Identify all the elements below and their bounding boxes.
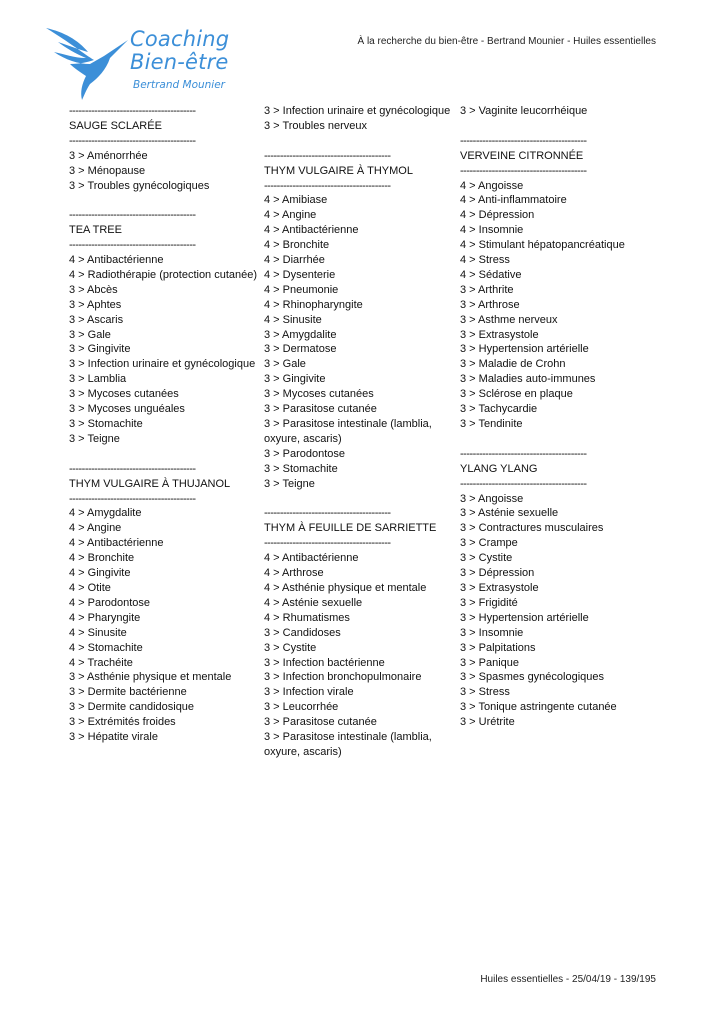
list-item: 4 > Diarrhée: [264, 254, 325, 267]
list-item: 3 > Teigne: [264, 477, 315, 490]
list-item: 4 > Bronchite: [264, 239, 330, 252]
list-item: 4 > Sinusite: [69, 626, 127, 639]
list-item: 4 > Pharyngite: [69, 611, 141, 624]
list-item: 3 > Gingivite: [69, 343, 131, 356]
section-separator: ----------------------------------------: [264, 149, 391, 162]
list-item: 4 > Stress: [460, 254, 510, 267]
section-title: YLANG YLANG: [460, 462, 538, 475]
list-item: 3 > Infection urinaire et gynécologique: [264, 105, 451, 117]
section-separator: ----------------------------------------: [69, 105, 196, 117]
list-item: 4 > Asthénie physique et mentale: [264, 581, 427, 594]
list-item: 3 > Palpitations: [460, 641, 536, 654]
section-separator: ----------------------------------------: [460, 477, 587, 490]
list-item: 3 > Vaginite leucorrhéique: [460, 105, 588, 117]
list-item: 3 > Gingivite: [264, 373, 326, 386]
list-item: 3 > Asténie sexuelle: [460, 507, 559, 520]
list-item: 3 > Gale: [69, 328, 111, 341]
section-spacer: [264, 492, 456, 507]
list-item: 3 > Hypertension artérielle: [460, 611, 589, 624]
list-item: 3 > Leucorrhée: [264, 701, 339, 714]
list-item: 3 > Insomnie: [460, 626, 524, 639]
logo-author: Bertrand Mounier: [133, 79, 225, 91]
list-item: 3 > Mycoses unguéales: [69, 403, 185, 416]
list-item: 3 > Ascaris: [69, 313, 124, 326]
section-separator: ----------------------------------------: [69, 492, 196, 505]
section-separator: ----------------------------------------: [460, 134, 587, 147]
list-item: 3 > Parasitose intestinale (lamblia, oxyure, ascaris): [264, 731, 432, 758]
list-item: 3 > Arthrite: [460, 283, 514, 296]
list-item: 3 > Hypertension artérielle: [460, 343, 589, 356]
list-item: 4 > Rhumatismes: [264, 611, 350, 624]
list-item: 3 > Candidoses: [264, 626, 341, 639]
list-item: 3 > Mycoses cutanées: [264, 388, 374, 401]
section-spacer: [460, 119, 656, 134]
list-item: 4 > Angine: [69, 522, 122, 535]
page-footer: Huiles essentielles - 25/04/19 - 139/195: [480, 974, 656, 985]
list-item: 3 > Angoisse: [460, 492, 524, 505]
list-item: 4 > Arthrose: [264, 567, 324, 580]
list-item: 3 > Crampe: [460, 537, 518, 550]
list-item: 3 > Dépression: [460, 567, 535, 580]
list-item: 4 > Sédative: [460, 268, 522, 281]
section-separator: ----------------------------------------: [69, 134, 196, 147]
list-item: 3 > Parasitose cutanée: [264, 716, 377, 729]
list-item: 3 > Stress: [460, 686, 510, 699]
section-title: VERVEINE CITRONNÉE: [460, 149, 584, 162]
list-item: 3 > Troubles nerveux: [264, 119, 368, 132]
list-item: 4 > Antibactérienne: [69, 537, 164, 550]
section-separator: ----------------------------------------: [460, 164, 587, 177]
section-separator: ----------------------------------------: [264, 507, 391, 520]
section-title: THYM À FEUILLE DE SARRIETTE: [264, 522, 437, 535]
list-item: 3 > Panique: [460, 656, 520, 669]
list-item: 3 > Aménorrhée: [69, 149, 148, 162]
list-item: 4 > Trachéite: [69, 656, 133, 669]
page-header: À la recherche du bien-être - Bertrand Mounier - Huiles essentielles: [357, 36, 656, 47]
list-item: 4 > Amibiase: [264, 194, 328, 207]
logo-title-line1: Coaching: [130, 27, 230, 51]
coaching-logo: [44, 22, 244, 102]
list-item: 3 > Dermite candidosique: [69, 701, 195, 714]
section-separator: ----------------------------------------: [69, 239, 196, 252]
list-item: 4 > Stimulant hépatopancréatique: [460, 239, 625, 252]
list-item: 4 > Antibactérienne: [69, 254, 164, 267]
logo-title-line2: Bien-être: [130, 50, 229, 74]
section-title: TEA TREE: [69, 224, 122, 237]
list-item: 4 > Pneumonie: [264, 283, 339, 296]
list-item: 3 > Teigne: [69, 432, 120, 445]
list-item: 4 > Radiothérapie (protection cutanée): [69, 268, 258, 281]
section-spacer: [69, 193, 261, 208]
section-separator: ----------------------------------------: [264, 537, 391, 550]
section-separator: ----------------------------------------: [69, 209, 196, 222]
list-item: 3 > Asthénie physique et mentale: [69, 671, 232, 684]
list-item: 3 > Extrémités froides: [69, 716, 176, 729]
list-item: 4 > Antibactérienne: [264, 224, 359, 237]
list-item: 4 > Dysenterie: [264, 268, 336, 281]
list-item: 3 > Aphtes: [69, 298, 122, 311]
list-item: 3 > Urétrite: [460, 716, 515, 729]
list-item: 4 > Angoisse: [460, 179, 524, 192]
hummingbird-icon: [44, 26, 132, 102]
section-separator: ----------------------------------------: [69, 462, 196, 475]
list-item: 3 > Lamblia: [69, 373, 127, 386]
section-spacer: [69, 447, 261, 462]
list-item: 3 > Spasmes gynécologiques: [460, 671, 605, 684]
list-item: 3 > Maladie de Crohn: [460, 358, 566, 371]
list-item: 4 > Asténie sexuelle: [264, 596, 363, 609]
list-item: 4 > Amygdalite: [69, 507, 142, 520]
list-item: 3 > Dermite bactérienne: [69, 686, 187, 699]
list-item: 4 > Stomachite: [69, 641, 143, 654]
list-item: 3 > Infection urinaire et gynécologique: [69, 358, 256, 371]
section-spacer: [264, 134, 456, 149]
list-item: 4 > Antibactérienne: [264, 552, 359, 565]
list-item: 3 > Ménopause: [69, 164, 146, 177]
section-title: THYM VULGAIRE À THYMOL: [264, 164, 413, 177]
list-item: 4 > Bronchite: [69, 552, 135, 565]
list-item: 4 > Parodontose: [69, 596, 151, 609]
list-item: 3 > Parasitose cutanée: [264, 403, 377, 416]
content-column-3: [460, 104, 656, 730]
section-separator: ----------------------------------------: [460, 447, 587, 460]
section-separator: ----------------------------------------: [264, 179, 391, 192]
list-item: 3 > Extrasystole: [460, 328, 539, 341]
list-item: 3 > Infection virale: [264, 686, 354, 699]
list-item: 3 > Tonique astringente cutanée: [460, 701, 617, 714]
list-item: 3 > Parodontose: [264, 447, 346, 460]
list-item: 3 > Stomachite: [264, 462, 338, 475]
list-item: 3 > Extrasystole: [460, 581, 539, 594]
list-item: 3 > Amygdalite: [264, 328, 337, 341]
list-item: 3 > Tachycardie: [460, 403, 538, 416]
list-item: 3 > Stomachite: [69, 418, 143, 431]
list-item: 3 > Mycoses cutanées: [69, 388, 179, 401]
list-item: 3 > Hépatite virale: [69, 731, 158, 744]
section-spacer: [460, 432, 656, 447]
list-item: 4 > Dépression: [460, 209, 535, 222]
list-item: 4 > Insomnie: [460, 224, 524, 237]
list-item: 3 > Frigidité: [460, 596, 518, 609]
content-column-2: [264, 104, 456, 760]
list-item: 4 > Sinusite: [264, 313, 322, 326]
list-item: 3 > Contractures musculaires: [460, 522, 604, 535]
list-item: 4 > Gingivite: [69, 567, 131, 580]
list-item: 3 > Gale: [264, 358, 306, 371]
list-item: 4 > Otite: [69, 581, 111, 594]
list-item: 3 > Cystite: [264, 641, 317, 654]
list-item: 3 > Asthme nerveux: [460, 313, 558, 326]
list-item: 3 > Cystite: [460, 552, 513, 565]
list-item: 3 > Dermatose: [264, 343, 337, 356]
list-item: 3 > Infection bactérienne: [264, 656, 385, 669]
list-item: 3 > Arthrose: [460, 298, 520, 311]
list-item: 3 > Maladies auto-immunes: [460, 373, 596, 386]
list-item: 4 > Angine: [264, 209, 317, 222]
section-title: THYM VULGAIRE À THUJANOL: [69, 477, 231, 490]
list-item: 4 > Anti-inflammatoire: [460, 194, 567, 207]
section-title: SAUGE SCLARÉE: [69, 119, 162, 132]
list-item: 3 > Tendinite: [460, 418, 523, 431]
list-item: 3 > Parasitose intestinale (lamblia, oxyure, ascaris): [264, 418, 432, 445]
list-item: 3 > Sclérose en plaque: [460, 388, 573, 401]
content-column-1: [69, 104, 261, 745]
list-item: 4 > Rhinopharyngite: [264, 298, 363, 311]
list-item: 3 > Infection bronchopulmonaire: [264, 671, 422, 684]
list-item: 3 > Troubles gynécologiques: [69, 179, 210, 192]
list-item: 3 > Abcès: [69, 283, 118, 296]
